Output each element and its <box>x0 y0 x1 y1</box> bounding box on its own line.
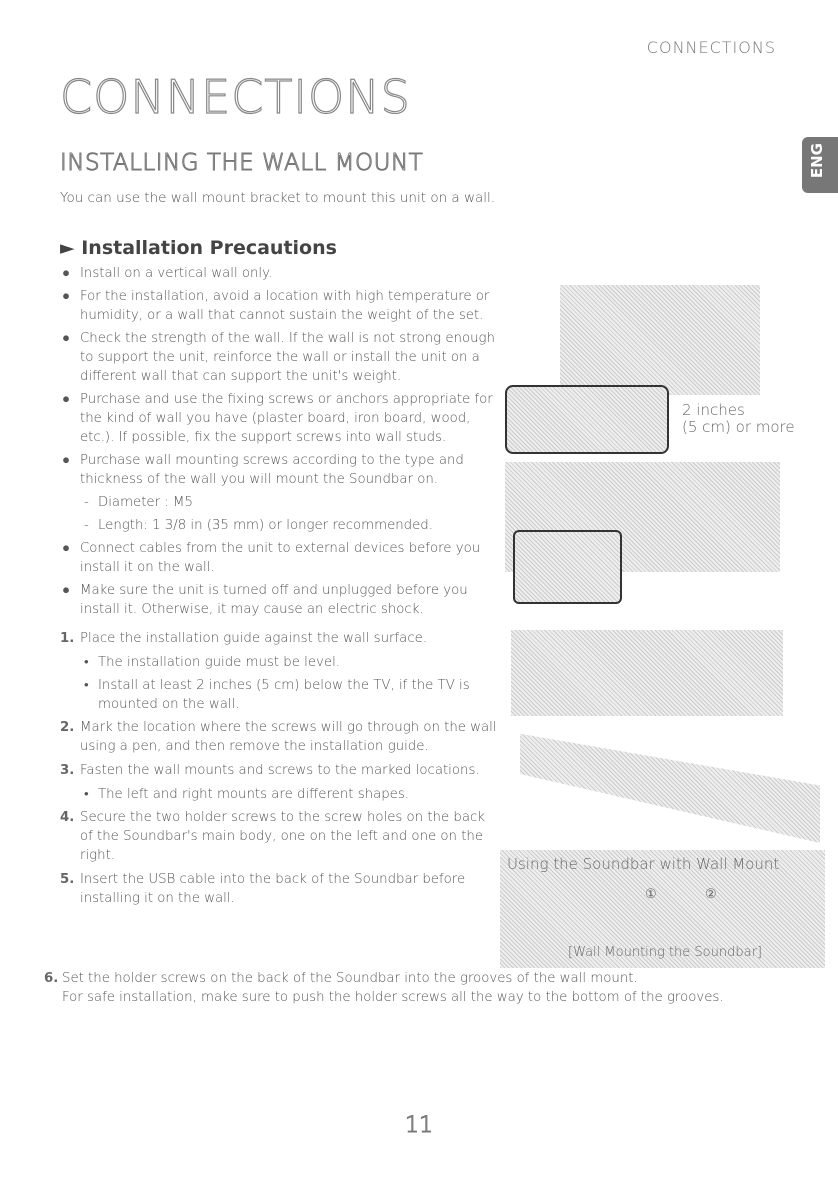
precaution-text: Make sure the unit is turned off and unplugged before you install it. Otherwise, it may cause an electric shock. <box>80 583 468 617</box>
step-6 <box>44 969 838 1007</box>
step-number: 4. <box>60 810 75 825</box>
step-2 <box>62 718 502 756</box>
step-number: 5. <box>60 872 75 887</box>
language-tab <box>802 137 838 193</box>
precaution-item: ● Purchase wall mounting screws according to the type and thickness of the wall you will mount the Soundbar on. <box>62 453 464 487</box>
step-number: 2. <box>60 720 75 735</box>
step-text: Set the holder screws on the back of the Soundbar into the grooves of the wall mount. <box>62 971 638 986</box>
soundbar-holder-screws-illustration <box>520 728 820 843</box>
step-text: Insert the USB cable into the back of the Soundbar before installing it on the wall. <box>80 872 466 906</box>
step-number: 6. <box>44 971 59 986</box>
page-number: 11 <box>405 1113 433 1138</box>
step-number: 1. <box>60 631 75 646</box>
language-tab-label: ENG <box>808 143 826 179</box>
precaution-item: ● Purchase and use the fixing screws or anchors appropriate for the kind of wall you have (plaster board, iron board, wood, etc.). If possible, fix the support screws into wall studs. <box>62 392 493 445</box>
precaution-text: Check the strength of the wall. If the wall is not strong enough to support the unit, reinforce the wall or install the unit on a different wall that can support the unit's weight. <box>80 331 495 384</box>
screw-spec-text: Diameter : M5 <box>98 495 193 510</box>
step-note: • Install at least 2 inches (5 cm) below the TV, if the TV is mounted on the wall. <box>84 678 470 712</box>
step-text: Mark the location where the screws will go through on the wall using a pen, and then remove the installation guide. <box>80 720 497 754</box>
mount-usage-caption: [Wall Mounting the Soundbar] <box>568 945 762 960</box>
step-text: Place the installation guide against the wall surface. <box>80 631 428 646</box>
precaution-text: For the installation, avoid a location with high temperature or humidity, or a wall that cannot sustain the weight of the set. <box>80 289 490 323</box>
level-guide-callout <box>505 385 669 454</box>
precaution-text: Connect cables from the unit to external devices before you install it on the wall. <box>80 541 481 575</box>
step-text: For safe installation, make sure to push the holder screws all the way to the bottom of the grooves. <box>62 990 724 1005</box>
step-note: • The installation guide must be level. <box>84 655 340 670</box>
step-note-text: The left and right mounts are different shapes. <box>98 787 409 802</box>
wall-mount-screws-illustration <box>511 630 783 716</box>
precaution-text: Purchase and use the fixing screws or anchors appropriate for the kind of wall you have (plaster board, iron board, wood, etc.). If possible, fix the support screws into wall studs. <box>80 392 493 445</box>
section-title: INSTALLING THE WALL MOUNT <box>60 150 424 176</box>
page-title: CONNECTIONS <box>60 70 411 124</box>
pen-callout <box>513 530 622 604</box>
precaution-item: ● For the installation, avoid a location with high temperature or humidity, or a wall that cannot sustain the weight of the set. <box>62 289 490 323</box>
step-3 <box>62 761 502 780</box>
step-text: Fasten the wall mounts and screws to the marked locations. <box>80 763 480 778</box>
step-note-text: Install at least 2 inches (5 cm) below the TV, if the TV is mounted on the wall. <box>98 678 470 712</box>
precaution-item: ● Check the strength of the wall. If the wall is not strong enough to support the unit, reinforce the wall or install the unit on a different wall that can support the unit's weight. <box>62 331 495 384</box>
intro-text: You can use the wall mount bracket to mount this unit on a wall. <box>60 190 496 206</box>
step-text: Secure the two holder screws to the screw holes on the back of the Soundbar's main body, one on the left and one on the right. <box>80 810 485 863</box>
distance-line-1: 2 inches <box>682 401 745 419</box>
step-note: • The left and right mounts are different shapes. <box>84 787 409 802</box>
step-number: 3. <box>60 763 75 778</box>
step-note-text: The installation guide must be level. <box>98 655 340 670</box>
marker-2: ① <box>645 887 657 902</box>
running-header: CONNECTIONS <box>646 38 776 57</box>
precaution-item: ● Make sure the unit is turned off and unplugged before you install it. Otherwise, it may cause an electric shock. <box>62 583 468 617</box>
step-5 <box>62 870 502 908</box>
screw-spec-text: Length: 1 3/8 in (35 mm) or longer recommended. <box>98 518 433 533</box>
tv-distance-illustration <box>560 285 760 395</box>
instructions-list <box>62 264 502 913</box>
precautions-heading: ► Installation Precautions <box>60 237 337 259</box>
mount-usage-title: Using the Soundbar with Wall Mount <box>507 855 780 873</box>
marker-1: ② <box>705 887 717 902</box>
distance-line-2: (5 cm) or more <box>682 418 795 436</box>
precaution-text: Purchase wall mounting screws according to the type and thickness of the wall you will mount the Soundbar on. <box>80 453 464 487</box>
step-1 <box>62 629 502 648</box>
screw-spec: - Diameter : M5 <box>84 495 193 510</box>
precaution-item: ● Connect cables from the unit to external devices before you install it on the wall. <box>62 541 481 575</box>
screw-spec: - Length: 1 3/8 in (35 mm) or longer recommended. <box>84 518 433 533</box>
step-4 <box>62 808 502 865</box>
distance-label <box>682 402 795 436</box>
precaution-text: Install on a vertical wall only. <box>80 266 273 281</box>
precaution-item: ● Install on a vertical wall only. <box>62 266 273 281</box>
